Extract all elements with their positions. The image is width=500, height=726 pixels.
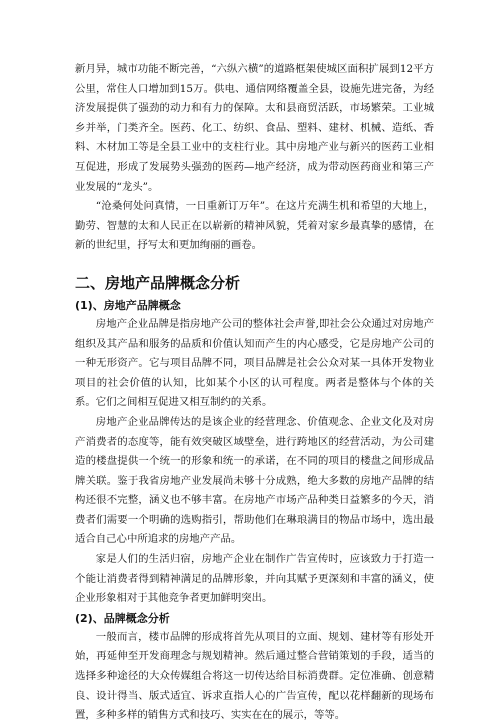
- paragraph-brand-communication: 房地产企业品牌传达的是该企业的经营理念、价值观念、企业文化及对房产消费者的态度等，能有效突破区域壁垒，进行跨地区的经营活动，为公司建造的楼盘提供一个统一的形象和统一的承诺，在不同的项目的楼盘之间形成品牌关联。鉴于我省房地产业发展尚未够十分成熟，绝大多数的房地产品牌的结构还很不完整，涵义也不够丰富。在房地产市场产品种类日益繁多的今天，消费者们需要一个明确的选购指引，帮助他们在琳琅满目的物品市场中，选出最适合自己心中所追求的房地产产品。: [75, 415, 434, 546]
- paragraph-home-brand: 家是人们的生活归宿，房地产企业在制作广告宣传时，应该致力于打造一个能让消费者得到精神满足的品牌形象，并向其赋予更深刻和丰富的涵义，使企业形象相对于其他竞争者更加鲜明突出。: [75, 553, 434, 605]
- paragraph-county-overview: 新月异，城市功能不断完善，“六纵六横”的道路框架使城区面积扩展到12平方公里，常住人口增加到15万。供电、通信网络覆盖全县，设施先进完备，为经济发展提供了强劲的动力和有力的保障。太和县商贸活跃，市场繁荣。工业城乡并举，门类齐全。医药、化工、纺织、食品、塑料、建材、机械、造纸、香料、木材加工等是全县工业中的支柱行业。其中房地产业与新兴的医药工业相互促进，形成了发展势头强劲的医药—地产经济，成为带动医药商业和第三产业发展的“龙头”。: [75, 63, 434, 193]
- subsection-title-brand-concept: (1)、房地产品牌概念: [75, 298, 181, 312]
- subsection-title-brand-analysis: (2)、品牌概念分析: [75, 611, 170, 625]
- paragraph-brand-analysis: 一般而言，楼市品牌的形成将首先从项目的立面、规划、建材等有形处开始，再延伸至开发商理念与规划精神。然后通过整合营销策划的手段，适当的选择多种途径的大众传媒组合将这一切传达给目标消费群。定位准确、创意精良、设计得当、版式适宜、诉求直指人心的广告宣传，配以花样翻新的现场布置，多种多样的销售方式和技巧、实实在在的展示，等等。: [75, 630, 434, 722]
- section-title: 二、房地产品牌概念分析: [75, 273, 241, 292]
- paragraph-brand-definition: 房地产企业品牌是指房地产公司的整体社会声誉,即社会公众通过对房地产组织及其产品和服务的品质和价值认知而产生的内心感受，它是房地产公司的一种无形资产。它与项目品牌不同，项目品牌是社会公众对某一具体开发物业项目的社会价值的认知，比如某个小区的认可程度。两者是整体与个体的关系。它们之间相互促进又相互制约的关系。: [75, 317, 434, 409]
- paragraph-closing-vision: “沧桑何处问真情，一日重新订万年”。在这片充满生机和希望的大地上，勤劳、智慧的太和人民正在以崭新的精神风貌，凭着对家乡最真挚的感情，在新的世纪里，抒写太和更加绚丽的画卷。: [75, 200, 434, 252]
